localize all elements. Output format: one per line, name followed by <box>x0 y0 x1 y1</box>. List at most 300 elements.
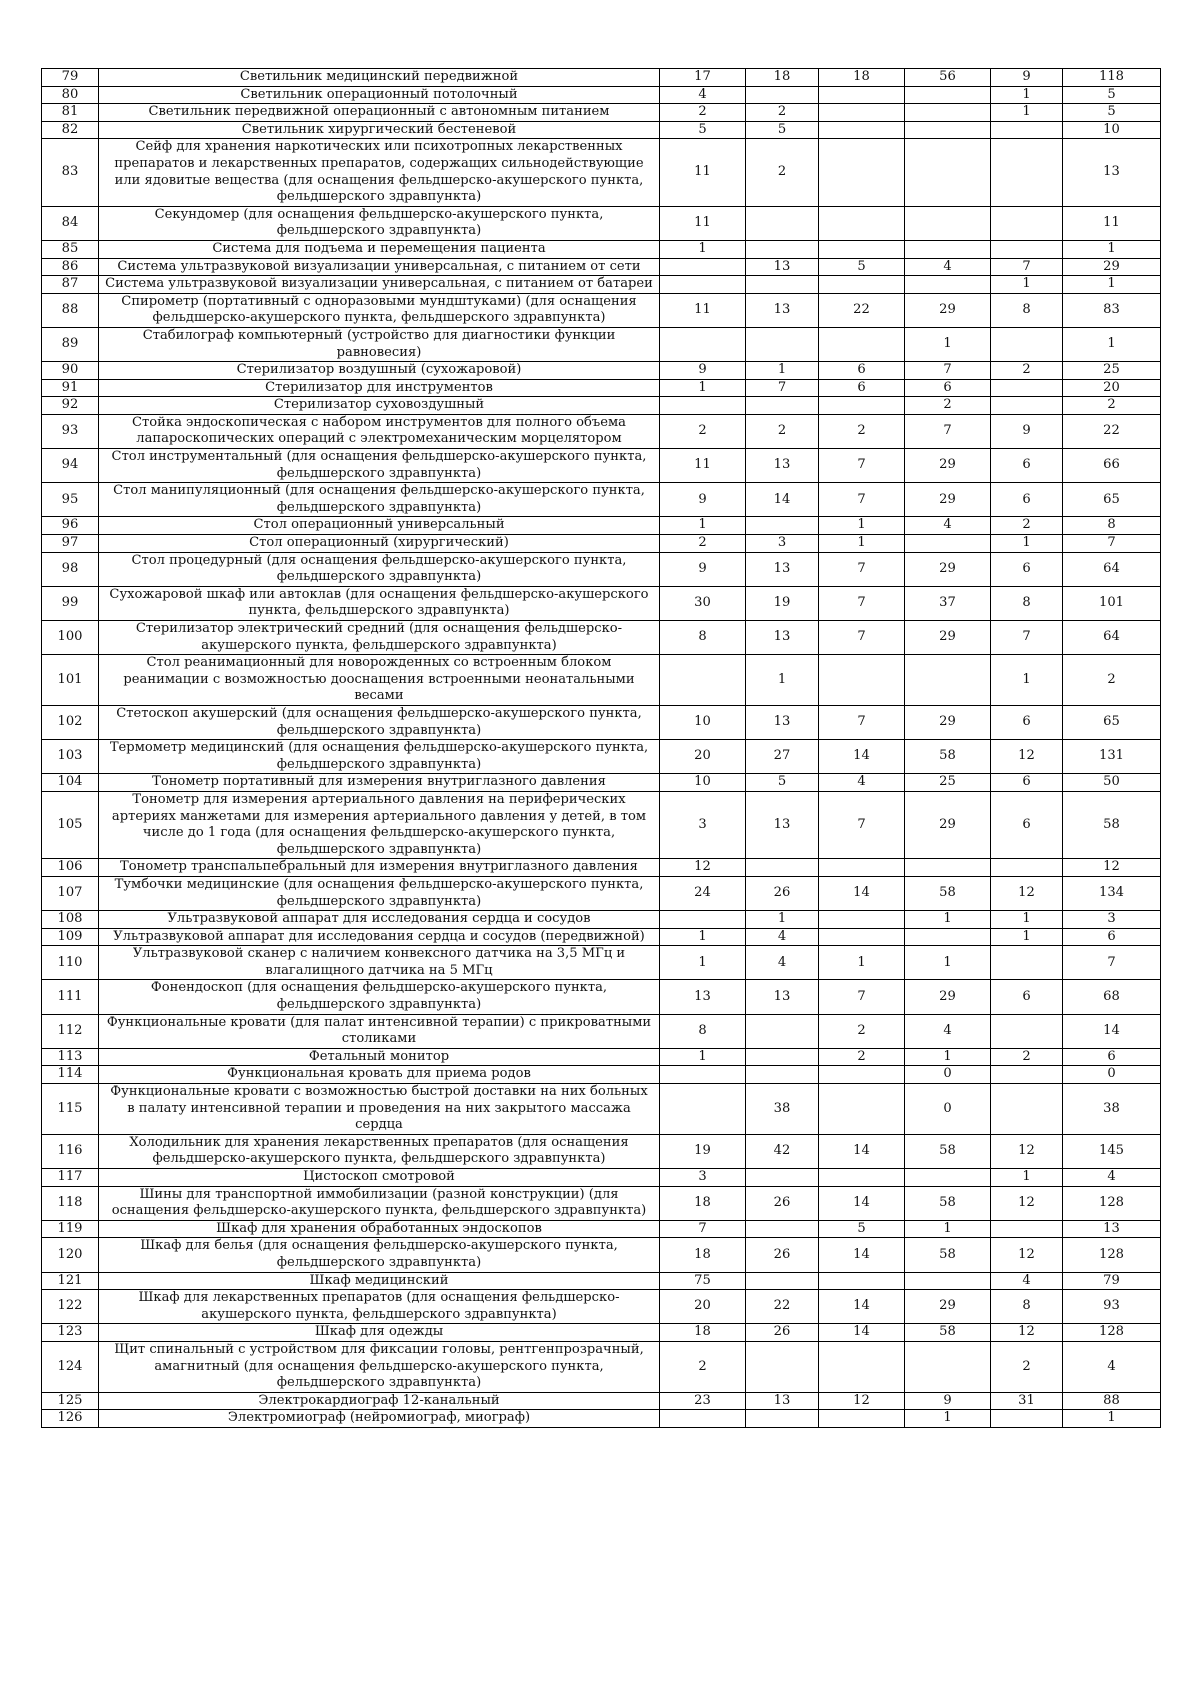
col5-value-cell <box>819 928 905 946</box>
col7-value-cell <box>991 240 1063 258</box>
table-row <box>42 928 1161 946</box>
equipment-name-cell: Шкаф для одежды <box>99 1324 660 1342</box>
col3-value-cell <box>660 276 746 294</box>
table-row <box>42 449 1161 483</box>
total-cell: 8 <box>1063 517 1161 535</box>
col6-value-cell: 56 <box>905 69 991 87</box>
col6-value-cell: 0 <box>905 1084 991 1135</box>
col3-value-cell: 9 <box>660 362 746 380</box>
col4-value-cell: 5 <box>746 774 819 792</box>
table-row <box>42 1066 1161 1084</box>
col6-value-cell: 1 <box>905 946 991 980</box>
total-cell: 1 <box>1063 1410 1161 1428</box>
row-number-cell: 116 <box>42 1134 99 1168</box>
col3-value-cell: 11 <box>660 449 746 483</box>
row-number-cell: 117 <box>42 1169 99 1187</box>
total-cell: 3 <box>1063 911 1161 929</box>
col3-value-cell <box>660 911 746 929</box>
table-row <box>42 552 1161 586</box>
col4-value-cell: 38 <box>746 1084 819 1135</box>
table-row <box>42 379 1161 397</box>
col6-value-cell: 1 <box>905 1410 991 1428</box>
table-row <box>42 586 1161 620</box>
equipment-name-cell: Сухожаровой шкаф или автоклав (для оснащения фельдшерско-акушерского пункта, фельдшерского здравпункта) <box>99 586 660 620</box>
col6-value-cell: 58 <box>905 1134 991 1168</box>
equipment-name-cell: Система ультразвуковой визуализации универсальная, с питанием от батареи <box>99 276 660 294</box>
col6-value-cell: 37 <box>905 586 991 620</box>
col6-value-cell: 58 <box>905 1186 991 1220</box>
row-number-cell: 91 <box>42 379 99 397</box>
col7-value-cell <box>991 1084 1063 1135</box>
total-cell: 128 <box>1063 1324 1161 1342</box>
table-row <box>42 414 1161 448</box>
total-cell: 2 <box>1063 397 1161 415</box>
equipment-name-cell: Шкаф для хранения обработанных эндоскопов <box>99 1220 660 1238</box>
col7-value-cell: 2 <box>991 1341 1063 1392</box>
col6-value-cell: 1 <box>905 911 991 929</box>
col7-value-cell: 2 <box>991 362 1063 380</box>
equipment-name-cell: Тонометр портативный для измерения внутриглазного давления <box>99 774 660 792</box>
row-number-cell: 82 <box>42 121 99 139</box>
col4-value-cell: 42 <box>746 1134 819 1168</box>
row-number-cell: 118 <box>42 1186 99 1220</box>
col5-value-cell: 14 <box>819 1238 905 1272</box>
total-cell: 20 <box>1063 379 1161 397</box>
equipment-name-cell: Светильник медицинский передвижной <box>99 69 660 87</box>
col3-value-cell: 3 <box>660 1169 746 1187</box>
equipment-name-cell: Ультразвуковой аппарат для исследования сердца и сосудов <box>99 911 660 929</box>
col7-value-cell: 6 <box>991 980 1063 1014</box>
col7-value-cell: 6 <box>991 774 1063 792</box>
table-row <box>42 980 1161 1014</box>
col6-value-cell: 29 <box>905 621 991 655</box>
equipment-name-cell: Стойка эндоскопическая с набором инструментов для полного объема лапароскопических операций с электромеханическим морцелятором <box>99 414 660 448</box>
col4-value-cell <box>746 517 819 535</box>
equipment-name-cell: Электрокардиограф 12-канальный <box>99 1392 660 1410</box>
equipment-name-cell: Фетальный монитор <box>99 1048 660 1066</box>
col7-value-cell: 8 <box>991 293 1063 327</box>
col4-value-cell: 26 <box>746 876 819 910</box>
equipment-name-cell: Тонометр транспальпебральный для измерения внутриглазного давления <box>99 859 660 877</box>
col7-value-cell: 7 <box>991 621 1063 655</box>
equipment-name-cell: Холодильник для хранения лекарственных препаратов (для оснащения фельдшерско-акушерского пункта, фельдшерского здравпункта) <box>99 1134 660 1168</box>
col4-value-cell: 4 <box>746 928 819 946</box>
col4-value-cell: 13 <box>746 621 819 655</box>
col3-value-cell: 12 <box>660 859 746 877</box>
total-cell: 64 <box>1063 552 1161 586</box>
col6-value-cell: 6 <box>905 379 991 397</box>
col3-value-cell <box>660 1410 746 1428</box>
col4-value-cell: 13 <box>746 791 819 858</box>
col5-value-cell <box>819 276 905 294</box>
col6-value-cell <box>905 86 991 104</box>
col5-value-cell <box>819 911 905 929</box>
table-row <box>42 327 1161 361</box>
col5-value-cell <box>819 121 905 139</box>
col6-value-cell: 25 <box>905 774 991 792</box>
row-number-cell: 97 <box>42 535 99 553</box>
col6-value-cell <box>905 1341 991 1392</box>
total-cell: 4 <box>1063 1169 1161 1187</box>
row-number-cell: 122 <box>42 1290 99 1324</box>
col7-value-cell: 7 <box>991 258 1063 276</box>
table-row <box>42 1238 1161 1272</box>
col6-value-cell: 29 <box>905 791 991 858</box>
col3-value-cell: 1 <box>660 1048 746 1066</box>
row-number-cell: 104 <box>42 774 99 792</box>
col5-value-cell: 14 <box>819 1324 905 1342</box>
col6-value-cell: 9 <box>905 1392 991 1410</box>
col6-value-cell: 1 <box>905 1220 991 1238</box>
total-cell: 79 <box>1063 1272 1161 1290</box>
col3-value-cell <box>660 327 746 361</box>
col5-value-cell: 6 <box>819 362 905 380</box>
table-row <box>42 859 1161 877</box>
col7-value-cell: 1 <box>991 276 1063 294</box>
col3-value-cell: 8 <box>660 1014 746 1048</box>
row-number-cell: 102 <box>42 705 99 739</box>
col5-value-cell: 7 <box>819 791 905 858</box>
table-row <box>42 483 1161 517</box>
col7-value-cell: 2 <box>991 517 1063 535</box>
col7-value-cell <box>991 397 1063 415</box>
total-cell: 134 <box>1063 876 1161 910</box>
equipment-name-cell: Светильник хирургический бестеневой <box>99 121 660 139</box>
col6-value-cell <box>905 535 991 553</box>
col4-value-cell: 1 <box>746 911 819 929</box>
equipment-name-cell: Светильник операционный потолочный <box>99 86 660 104</box>
col5-value-cell: 14 <box>819 1134 905 1168</box>
equipment-name-cell: Сейф для хранения наркотических или психотропных лекарственных препаратов и лекарственных препаратов, содержащих сильнодействующие или ядовитые вещества (для оснащения фельдшерско-акушерского пункта, фельдшерского здравпункта) <box>99 139 660 206</box>
col5-value-cell: 7 <box>819 483 905 517</box>
total-cell: 66 <box>1063 449 1161 483</box>
total-cell: 118 <box>1063 69 1161 87</box>
col7-value-cell: 12 <box>991 740 1063 774</box>
col6-value-cell <box>905 240 991 258</box>
col6-value-cell: 4 <box>905 1014 991 1048</box>
col6-value-cell <box>905 655 991 706</box>
total-cell: 7 <box>1063 946 1161 980</box>
col4-value-cell <box>746 240 819 258</box>
col4-value-cell: 13 <box>746 293 819 327</box>
row-number-cell: 94 <box>42 449 99 483</box>
col4-value-cell: 13 <box>746 980 819 1014</box>
col6-value-cell <box>905 104 991 122</box>
total-cell: 13 <box>1063 139 1161 206</box>
total-cell: 68 <box>1063 980 1161 1014</box>
total-cell: 14 <box>1063 1014 1161 1048</box>
col6-value-cell: 2 <box>905 397 991 415</box>
equipment-name-cell: Фонендоскоп (для оснащения фельдшерско-акушерского пункта, фельдшерского здравпункта) <box>99 980 660 1014</box>
equipment-name-cell: Спирометр (портативный с одноразовыми мундштуками) (для оснащения фельдшерско-акушерского пункта, фельдшерского здравпункта) <box>99 293 660 327</box>
equipment-name-cell: Секундомер (для оснащения фельдшерско-акушерского пункта, фельдшерского здравпункта) <box>99 206 660 240</box>
col7-value-cell: 1 <box>991 1169 1063 1187</box>
col4-value-cell: 13 <box>746 705 819 739</box>
table-row <box>42 876 1161 910</box>
table-row <box>42 1410 1161 1428</box>
table-row <box>42 121 1161 139</box>
equipment-name-cell: Шкаф медицинский <box>99 1272 660 1290</box>
col5-value-cell <box>819 1169 905 1187</box>
total-cell: 5 <box>1063 86 1161 104</box>
col5-value-cell: 7 <box>819 705 905 739</box>
col3-value-cell <box>660 258 746 276</box>
table-row <box>42 104 1161 122</box>
equipment-name-cell: Стол операционный универсальный <box>99 517 660 535</box>
col3-value-cell: 19 <box>660 1134 746 1168</box>
equipment-name-cell: Функциональные кровати (для палат интенсивной терапии) с прикроватными столиками <box>99 1014 660 1048</box>
table-row <box>42 1014 1161 1048</box>
col7-value-cell: 6 <box>991 552 1063 586</box>
row-number-cell: 88 <box>42 293 99 327</box>
equipment-name-cell: Цистоскоп смотровой <box>99 1169 660 1187</box>
equipment-name-cell: Шкаф для белья (для оснащения фельдшерско-акушерского пункта, фельдшерского здравпункта) <box>99 1238 660 1272</box>
total-cell: 38 <box>1063 1084 1161 1135</box>
total-cell: 6 <box>1063 928 1161 946</box>
row-number-cell: 124 <box>42 1341 99 1392</box>
row-number-cell: 90 <box>42 362 99 380</box>
equipment-name-cell: Стерилизатор для инструментов <box>99 379 660 397</box>
table-row <box>42 621 1161 655</box>
equipment-name-cell: Тонометр для измерения артериального давления на периферических артериях манжетами для измерения артериального давления у детей, в том числе до 1 года (для оснащения фельдшерско-акушерского пункта, фельдшерского здравпункта) <box>99 791 660 858</box>
total-cell: 25 <box>1063 362 1161 380</box>
col6-value-cell <box>905 206 991 240</box>
table-row <box>42 535 1161 553</box>
col3-value-cell: 11 <box>660 293 746 327</box>
total-cell: 22 <box>1063 414 1161 448</box>
row-number-cell: 95 <box>42 483 99 517</box>
table-row <box>42 1048 1161 1066</box>
col5-value-cell: 6 <box>819 379 905 397</box>
table-row <box>42 1169 1161 1187</box>
col6-value-cell: 29 <box>905 980 991 1014</box>
col3-value-cell: 3 <box>660 791 746 858</box>
col7-value-cell <box>991 946 1063 980</box>
col3-value-cell <box>660 1084 746 1135</box>
row-number-cell: 125 <box>42 1392 99 1410</box>
total-cell: 1 <box>1063 240 1161 258</box>
equipment-table <box>41 68 1161 1428</box>
col5-value-cell: 2 <box>819 1048 905 1066</box>
col7-value-cell: 1 <box>991 104 1063 122</box>
col7-value-cell: 8 <box>991 1290 1063 1324</box>
col5-value-cell <box>819 206 905 240</box>
equipment-name-cell: Ультразвуковой сканер с наличием конвексного датчика на 3,5 МГц и влагалищного датчика на 5 МГц <box>99 946 660 980</box>
table-row <box>42 1341 1161 1392</box>
total-cell: 58 <box>1063 791 1161 858</box>
col4-value-cell <box>746 1169 819 1187</box>
col6-value-cell: 7 <box>905 362 991 380</box>
col6-value-cell <box>905 121 991 139</box>
col7-value-cell: 12 <box>991 1238 1063 1272</box>
table-row <box>42 362 1161 380</box>
row-number-cell: 103 <box>42 740 99 774</box>
row-number-cell: 114 <box>42 1066 99 1084</box>
table-row <box>42 206 1161 240</box>
col7-value-cell: 1 <box>991 928 1063 946</box>
row-number-cell: 93 <box>42 414 99 448</box>
table-row <box>42 1134 1161 1168</box>
col3-value-cell: 30 <box>660 586 746 620</box>
col3-value-cell: 11 <box>660 206 746 240</box>
row-number-cell: 113 <box>42 1048 99 1066</box>
col5-value-cell <box>819 859 905 877</box>
equipment-name-cell: Шкаф для лекарственных препаратов (для оснащения фельдшерско-акушерского пункта, фельдшерского здравпункта) <box>99 1290 660 1324</box>
total-cell: 65 <box>1063 705 1161 739</box>
total-cell: 93 <box>1063 1290 1161 1324</box>
table-row <box>42 1272 1161 1290</box>
col7-value-cell: 8 <box>991 586 1063 620</box>
col4-value-cell <box>746 86 819 104</box>
table-row <box>42 517 1161 535</box>
equipment-name-cell: Светильник передвижной операционный с автономным питанием <box>99 104 660 122</box>
col3-value-cell <box>660 397 746 415</box>
col3-value-cell: 24 <box>660 876 746 910</box>
row-number-cell: 98 <box>42 552 99 586</box>
col5-value-cell: 7 <box>819 449 905 483</box>
table-row <box>42 655 1161 706</box>
row-number-cell: 85 <box>42 240 99 258</box>
row-number-cell: 112 <box>42 1014 99 1048</box>
col3-value-cell: 13 <box>660 980 746 1014</box>
total-cell: 101 <box>1063 586 1161 620</box>
col6-value-cell <box>905 1272 991 1290</box>
table-row <box>42 240 1161 258</box>
col4-value-cell: 26 <box>746 1186 819 1220</box>
col4-value-cell: 26 <box>746 1324 819 1342</box>
col4-value-cell <box>746 1048 819 1066</box>
table-row <box>42 397 1161 415</box>
col4-value-cell <box>746 859 819 877</box>
col4-value-cell <box>746 1014 819 1048</box>
col3-value-cell: 2 <box>660 1341 746 1392</box>
col4-value-cell: 14 <box>746 483 819 517</box>
table-row <box>42 1290 1161 1324</box>
col4-value-cell: 13 <box>746 258 819 276</box>
equipment-name-cell: Система для подъема и перемещения пациента <box>99 240 660 258</box>
row-number-cell: 120 <box>42 1238 99 1272</box>
col5-value-cell: 1 <box>819 946 905 980</box>
col4-value-cell: 2 <box>746 414 819 448</box>
col6-value-cell: 4 <box>905 258 991 276</box>
table-row <box>42 1220 1161 1238</box>
col6-value-cell: 4 <box>905 517 991 535</box>
col6-value-cell: 58 <box>905 876 991 910</box>
row-number-cell: 81 <box>42 104 99 122</box>
col5-value-cell: 12 <box>819 1392 905 1410</box>
row-number-cell: 107 <box>42 876 99 910</box>
col7-value-cell: 31 <box>991 1392 1063 1410</box>
col7-value-cell <box>991 327 1063 361</box>
col4-value-cell <box>746 397 819 415</box>
col5-value-cell: 7 <box>819 980 905 1014</box>
row-number-cell: 119 <box>42 1220 99 1238</box>
col6-value-cell: 7 <box>905 414 991 448</box>
col3-value-cell: 20 <box>660 1290 746 1324</box>
col7-value-cell: 4 <box>991 1272 1063 1290</box>
col5-value-cell: 5 <box>819 1220 905 1238</box>
table-row <box>42 1324 1161 1342</box>
equipment-name-cell: Стерилизатор электрический средний (для оснащения фельдшерско-акушерского пункта, фельдшерского здравпункта) <box>99 621 660 655</box>
col3-value-cell: 9 <box>660 552 746 586</box>
col4-value-cell: 22 <box>746 1290 819 1324</box>
col3-value-cell: 18 <box>660 1324 746 1342</box>
col4-value-cell: 4 <box>746 946 819 980</box>
col4-value-cell: 1 <box>746 362 819 380</box>
col7-value-cell <box>991 1410 1063 1428</box>
col7-value-cell: 9 <box>991 414 1063 448</box>
row-number-cell: 92 <box>42 397 99 415</box>
table-row <box>42 911 1161 929</box>
total-cell: 128 <box>1063 1238 1161 1272</box>
table-row <box>42 86 1161 104</box>
col3-value-cell: 7 <box>660 1220 746 1238</box>
total-cell: 1 <box>1063 276 1161 294</box>
row-number-cell: 86 <box>42 258 99 276</box>
col4-value-cell: 5 <box>746 121 819 139</box>
col5-value-cell <box>819 1341 905 1392</box>
col7-value-cell: 2 <box>991 1048 1063 1066</box>
col7-value-cell <box>991 379 1063 397</box>
col6-value-cell <box>905 1169 991 1187</box>
equipment-name-cell: Тумбочки медицинские (для оснащения фельдшерско-акушерского пункта, фельдшерского здравпункта) <box>99 876 660 910</box>
total-cell: 11 <box>1063 206 1161 240</box>
col5-value-cell <box>819 397 905 415</box>
col3-value-cell <box>660 655 746 706</box>
col3-value-cell: 10 <box>660 705 746 739</box>
row-number-cell: 109 <box>42 928 99 946</box>
col6-value-cell: 58 <box>905 1238 991 1272</box>
equipment-name-cell: Функциональная кровать для приема родов <box>99 1066 660 1084</box>
col4-value-cell: 13 <box>746 1392 819 1410</box>
total-cell: 83 <box>1063 293 1161 327</box>
col3-value-cell: 1 <box>660 240 746 258</box>
table-row <box>42 139 1161 206</box>
col4-value-cell <box>746 1220 819 1238</box>
col5-value-cell: 7 <box>819 586 905 620</box>
col5-value-cell: 2 <box>819 414 905 448</box>
col7-value-cell: 6 <box>991 449 1063 483</box>
col5-value-cell <box>819 86 905 104</box>
col5-value-cell: 14 <box>819 1186 905 1220</box>
col6-value-cell: 29 <box>905 552 991 586</box>
col7-value-cell: 12 <box>991 1324 1063 1342</box>
row-number-cell: 96 <box>42 517 99 535</box>
col4-value-cell: 13 <box>746 552 819 586</box>
col5-value-cell: 7 <box>819 621 905 655</box>
col4-value-cell: 19 <box>746 586 819 620</box>
table-row <box>42 69 1161 87</box>
col5-value-cell: 1 <box>819 517 905 535</box>
total-cell: 4 <box>1063 1341 1161 1392</box>
col6-value-cell <box>905 859 991 877</box>
col6-value-cell: 29 <box>905 705 991 739</box>
row-number-cell: 123 <box>42 1324 99 1342</box>
table-row <box>42 1084 1161 1135</box>
col7-value-cell: 12 <box>991 876 1063 910</box>
total-cell: 7 <box>1063 535 1161 553</box>
row-number-cell: 110 <box>42 946 99 980</box>
col7-value-cell: 1 <box>991 655 1063 706</box>
total-cell: 2 <box>1063 655 1161 706</box>
col7-value-cell <box>991 1220 1063 1238</box>
table-body <box>42 69 1161 1428</box>
col3-value-cell: 2 <box>660 414 746 448</box>
col3-value-cell: 1 <box>660 517 746 535</box>
row-number-cell: 79 <box>42 69 99 87</box>
table-row <box>42 774 1161 792</box>
col5-value-cell <box>819 139 905 206</box>
